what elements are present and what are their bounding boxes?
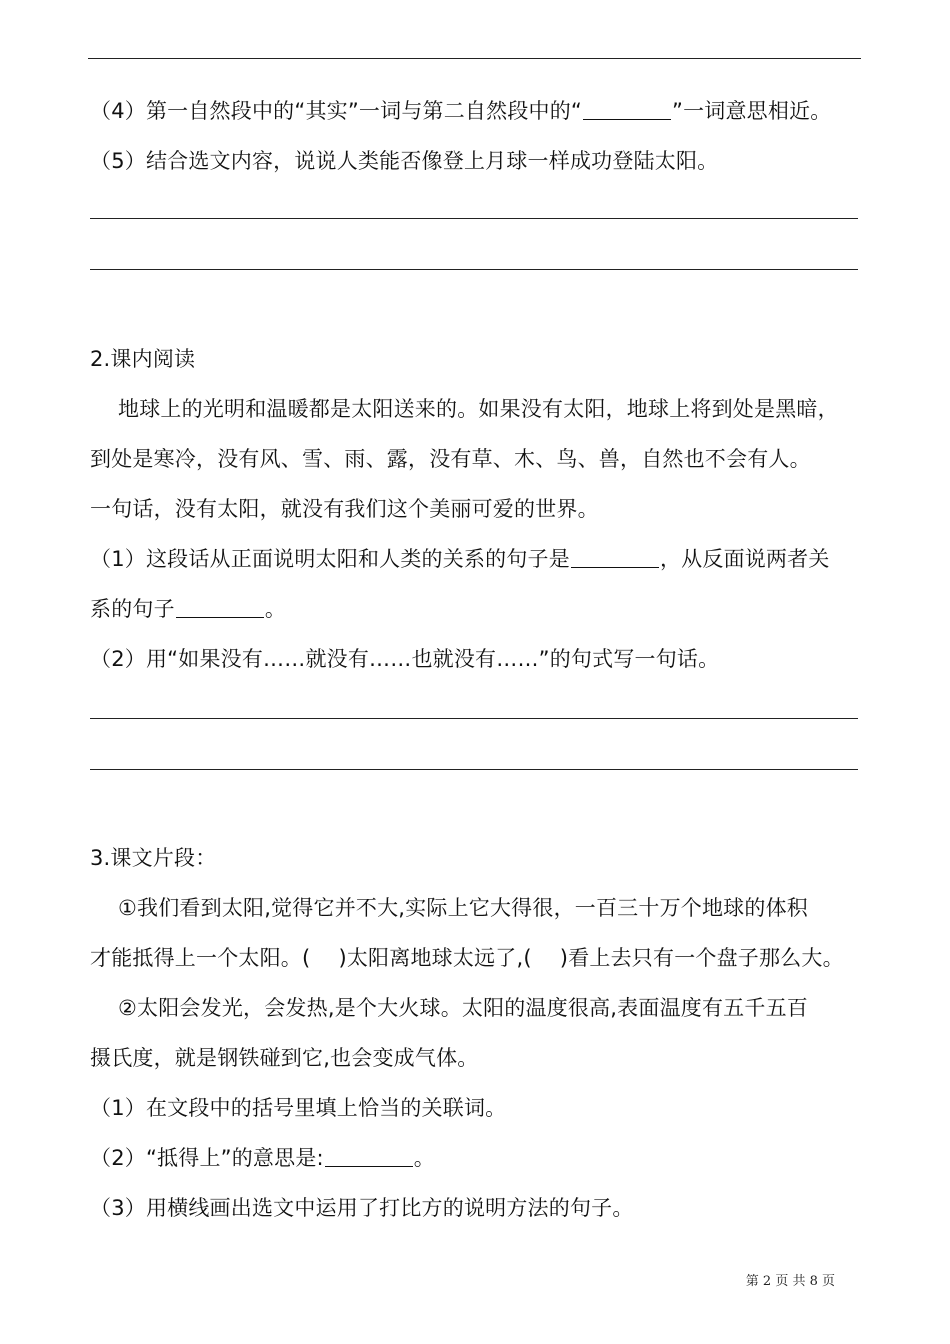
question-3-1: （1）在文段中的括号里填上恰当的关联词。 <box>90 1096 507 1120</box>
answer-line[interactable] <box>90 269 858 270</box>
section-2-heading: 2.课内阅读 <box>90 347 196 371</box>
passage-3-para-2-line-2: 摄氏度，就是钢铁碰到它,也会变成气体。 <box>90 1046 479 1070</box>
question-2-1-text-after: ，从反面说两者关 <box>659 547 830 571</box>
answer-blank[interactable] <box>571 547 659 568</box>
question-2-1-cont-text-before: 系的句子 <box>90 597 175 621</box>
question-2-2: （2）用“如果没有……就没有……也就没有……”的句式写一句话。 <box>90 647 720 671</box>
question-3-2 <box>90 1143 435 1173</box>
answer-line[interactable] <box>90 718 858 719</box>
passage-2-line-1: 地球上的光明和温暖都是太阳送来的。如果没有太阳，地球上将到处是黑暗， <box>118 397 839 421</box>
question-1-5: （5）结合选文内容，说说人类能否像登上月球一样成功登陆太阳。 <box>90 149 719 173</box>
passage-2-line-2: 到处是寒冷，没有风、雪、雨、露，没有草、木、鸟、兽，自然也不会有人。 <box>90 447 811 471</box>
question-1-4-text-before: （4）第一自然段中的“其实”一词与第二自然段中的“ <box>90 99 582 123</box>
passage-3-para-1-line-2: 才能抵得上一个太阳。( )太阳离地球太远了,( )看上去只有一个盘子那么大。 <box>90 946 844 970</box>
question-2-1 <box>90 544 830 574</box>
question-1-4 <box>90 96 831 126</box>
answer-blank[interactable] <box>325 1146 413 1167</box>
question-3-2-text-after: 。 <box>413 1146 435 1170</box>
answer-line[interactable] <box>90 218 858 219</box>
question-2-1-continued <box>90 594 286 624</box>
answer-blank[interactable] <box>176 597 264 618</box>
page-number: 第 2 页 共 8 页 <box>745 1274 835 1289</box>
header-rule <box>88 58 861 59</box>
passage-3-para-1-line-1: ①我们看到太阳,觉得它并不大,实际上它大得很，一百三十万个地球的体积 <box>118 896 808 920</box>
answer-blank[interactable] <box>583 99 671 120</box>
question-3-2-text-before: （2）“抵得上”的意思是: <box>90 1146 324 1170</box>
passage-3-para-2-line-1: ②太阳会发光，会发热,是个大火球。太阳的温度很高,表面温度有五千五百 <box>118 996 808 1020</box>
section-3-heading: 3.课文片段： <box>90 846 217 870</box>
answer-line[interactable] <box>90 769 858 770</box>
question-2-1-cont-text-after: 。 <box>264 597 287 621</box>
question-1-4-text-after: ”一词意思相近。 <box>672 99 832 123</box>
passage-2-line-3: 一句话，没有太阳，就没有我们这个美丽可爱的世界。 <box>90 497 599 521</box>
question-3-3: （3）用横线画出选文中运用了打比方的说明方法的句子。 <box>90 1196 634 1220</box>
question-2-1-text-before: （1）这段话从正面说明太阳和人类的关系的句子是 <box>90 547 570 571</box>
